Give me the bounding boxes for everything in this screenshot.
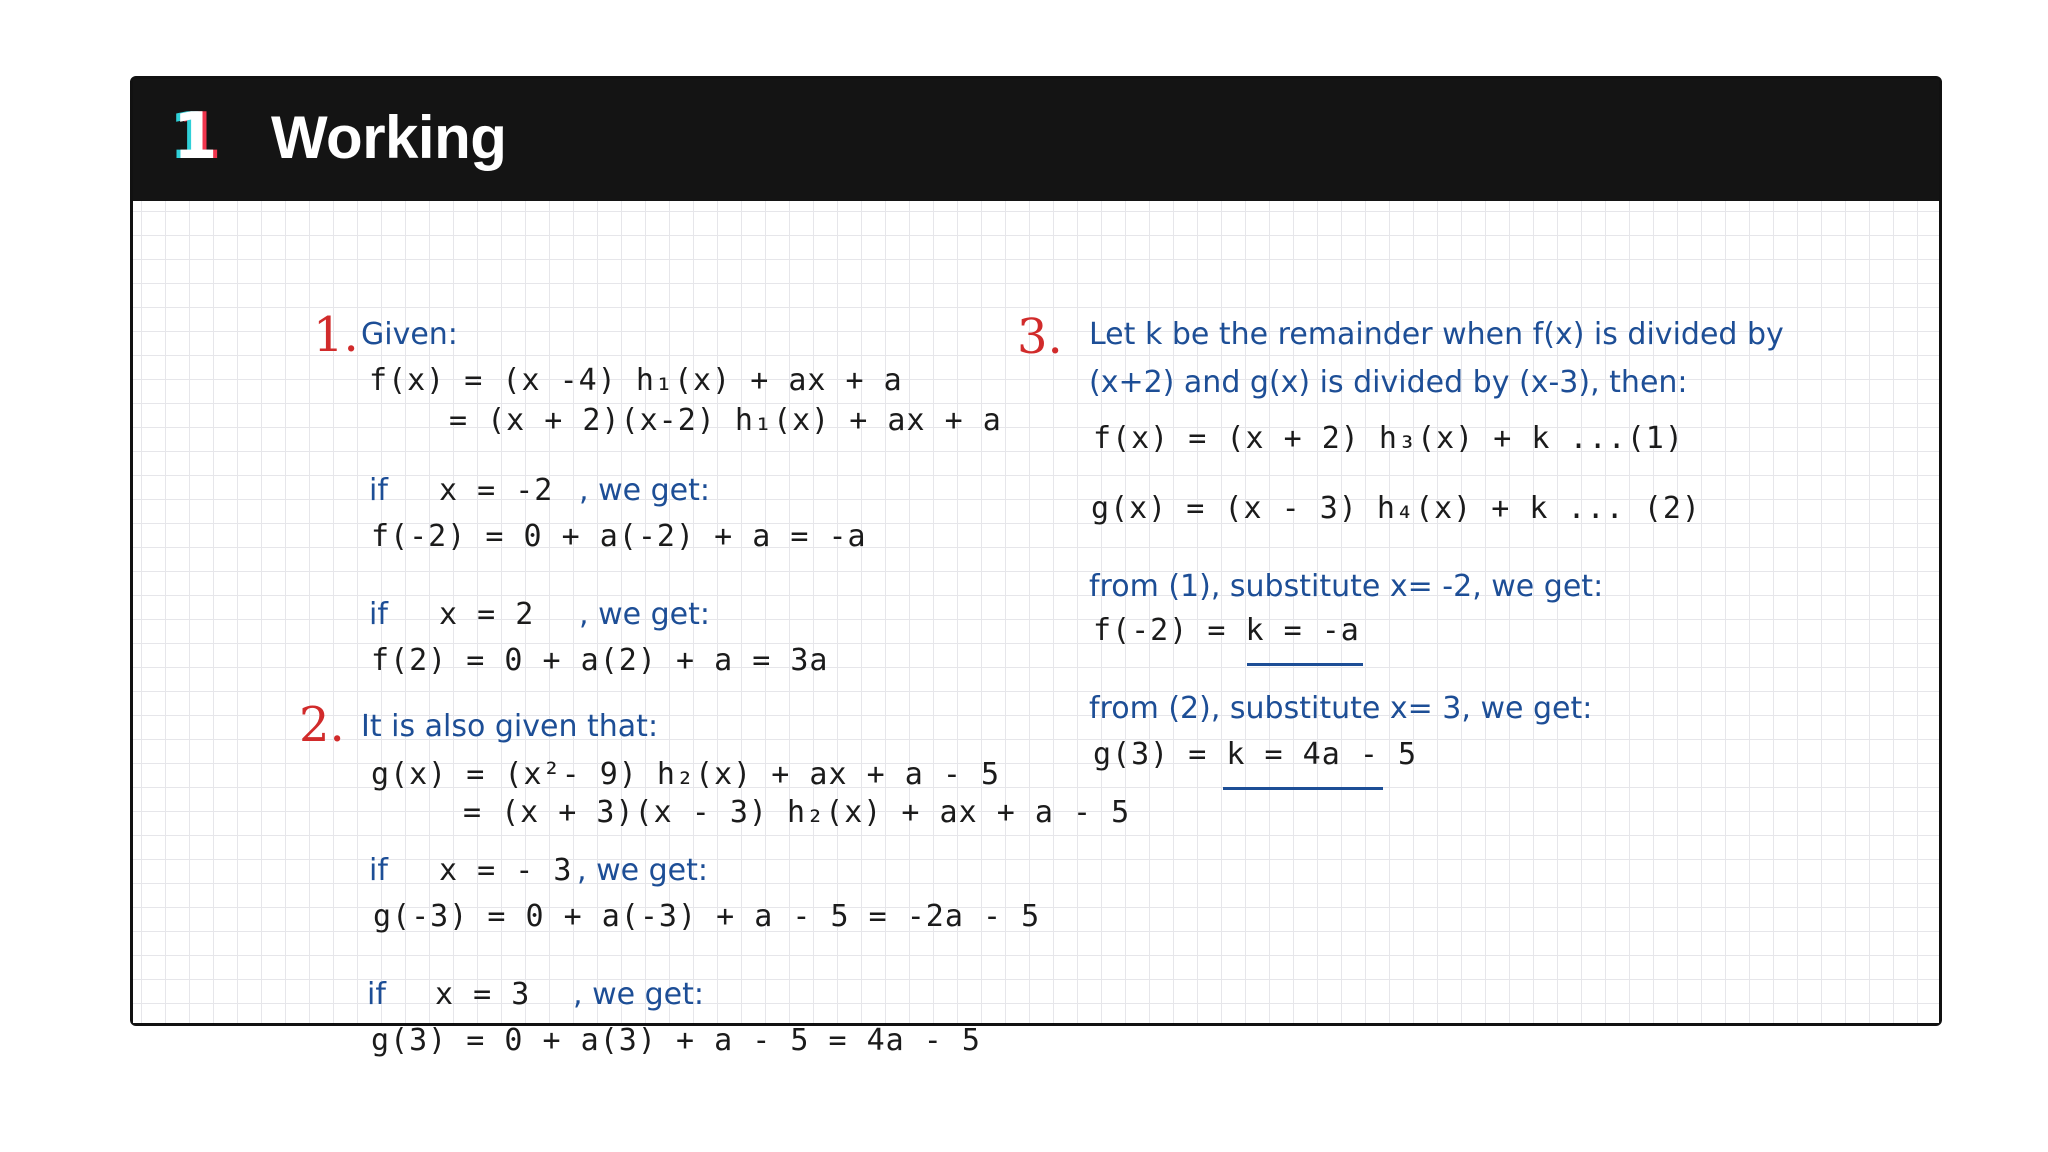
step-3-number: 3. [1017,309,1063,365]
step-1-number: 1. [313,307,359,363]
x-value-2: x = 2 [439,597,535,632]
f-2-result: f(2) = 0 + a(2) + a = 3a [371,643,829,678]
remainder-equation-1: f(x) = (x + 2) h₃(x) + k ...(1) [1093,421,1684,456]
section-number: 1 [173,100,218,174]
title-bar [133,79,1939,201]
f-definition-line1: f(x) = (x -4) h₁(x) + ax + a [369,363,903,398]
f-neg2-result: f(-2) = 0 + a(-2) + a = -a [371,519,867,554]
we-get-3: , we get: [577,853,708,888]
section-title: Working [271,104,507,171]
we-get-1: , we get: [579,473,710,508]
x-value-3: x = - 3 [439,853,573,888]
g-definition-line1: g(x) = (x²- 9) h₂(x) + ax + a - 5 [371,757,1001,792]
x-value-1: x = -2 [439,473,554,508]
step-1-label: Given: [361,317,458,352]
step-3-text-line2: (x+2) and g(x) is divided by (x-3), then: [1089,365,1688,400]
result-1: f(-2) = k = -a [1093,613,1360,648]
g-neg3-result: g(-3) = 0 + a(-3) + a - 5 = -2a - 5 [373,899,1041,934]
result-2-underline [1223,787,1383,790]
if-label-4: if [367,977,386,1012]
step-2-number: 2. [299,697,345,753]
g-definition-line2: = (x + 3)(x - 3) h₂(x) + ax + a - 5 [463,795,1131,830]
from-1-text: from (1), substitute x= -2, we get: [1089,569,1604,604]
from-2-text: from (2), substitute x= 3, we get: [1089,691,1593,726]
x-value-4: x = 3 [435,977,531,1012]
f-definition-line2: = (x + 2)(x-2) h₁(x) + ax + a [449,403,1002,438]
grid-paper [133,201,1939,1058]
remainder-equation-2: g(x) = (x - 3) h₄(x) + k ... (2) [1091,491,1701,526]
result-2: g(3) = k = 4a - 5 [1093,737,1418,772]
we-get-4: , we get: [573,977,704,1012]
result-1-underline [1247,663,1363,666]
step-2-label: It is also given that: [361,709,659,744]
g-3-result: g(3) = 0 + a(3) + a - 5 = 4a - 5 [371,1023,981,1058]
we-get-2: , we get: [579,597,710,632]
working-card [130,76,1942,1058]
step-3-text-line1: Let k be the remainder when f(x) is divided by [1089,317,1784,352]
if-label-2: if [369,597,388,632]
if-label-3: if [369,853,388,888]
if-label-1: if [369,473,388,508]
